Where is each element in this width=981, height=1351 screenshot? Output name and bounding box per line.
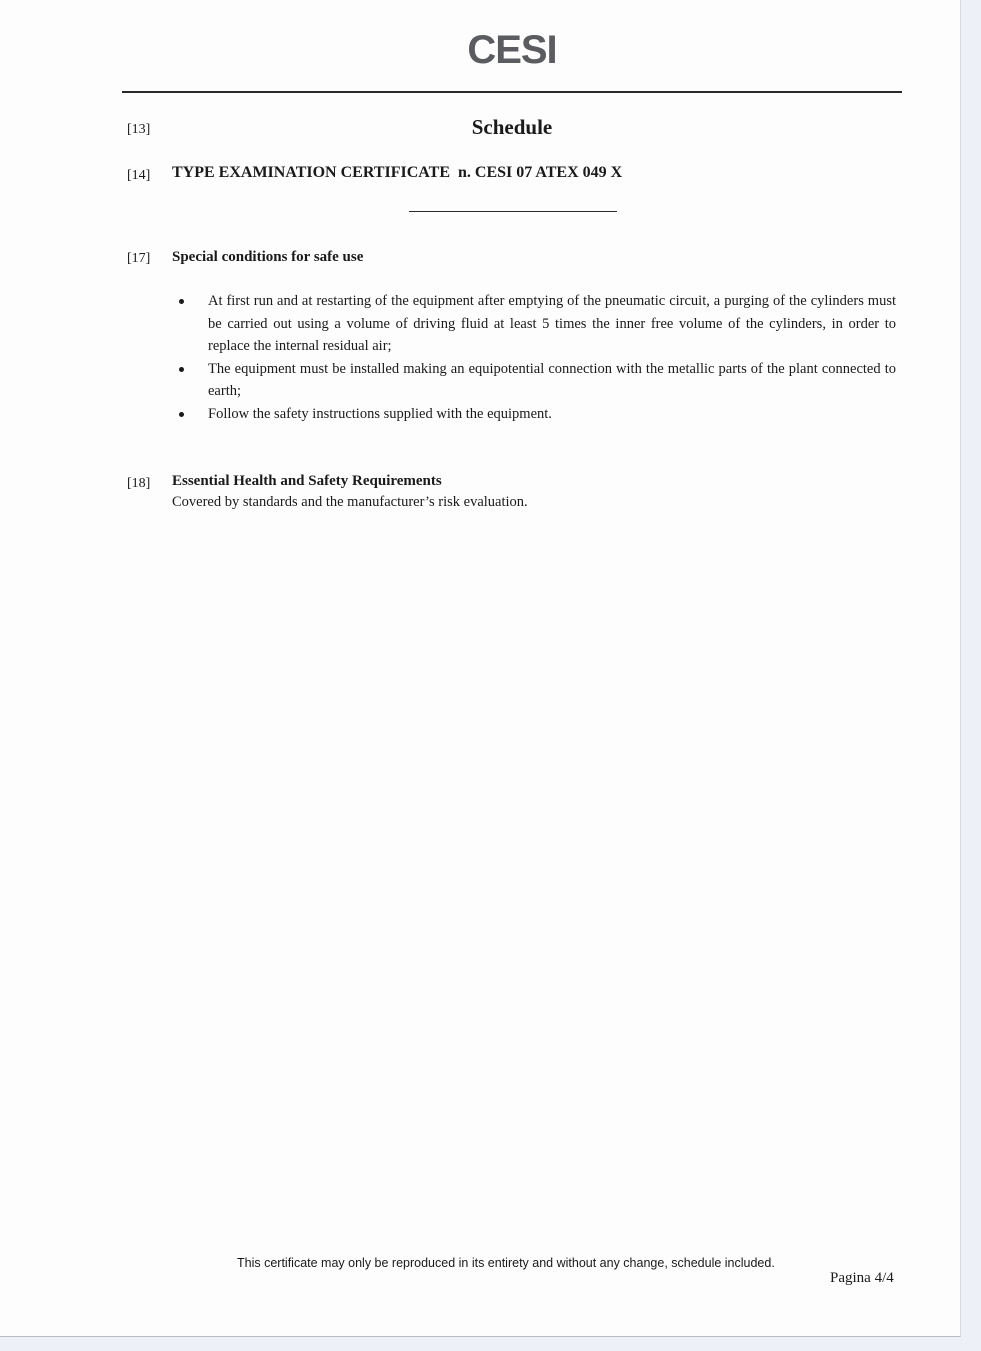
section-ref-17: [17] [127, 251, 151, 266]
safe-use-conditions-list [176, 290, 896, 425]
cesi-logo: CESI [467, 28, 557, 72]
section-ref-13: [13] [127, 122, 151, 137]
bullet-icon [179, 412, 184, 417]
bullet-icon [179, 299, 184, 304]
footer-note: This certificate may only be reproduced in its entirety and without any change, schedule included. [237, 1256, 775, 1270]
page-number: Pagina 4/4 [830, 1270, 894, 1286]
bullet-icon [179, 367, 184, 372]
section-18-heading: Essential Health and Safety Requirements [172, 473, 442, 489]
title-divider [409, 211, 617, 212]
section-ref-14: [14] [127, 168, 151, 183]
section-18-text: Covered by standards and the manufacturer’s risk evaluation. [172, 494, 528, 510]
page-title: Schedule [471, 115, 553, 139]
list-item-text: Follow the safety instructions supplied with the equipment. [208, 405, 552, 422]
certificate-label: TYPE EXAMINATION CERTIFICATE [172, 164, 450, 181]
list-item [176, 403, 896, 426]
list-item-text: The equipment must be installed making an equipotential connection with the metallic parts of the plant connected to earth; [208, 360, 896, 399]
header-divider [122, 91, 902, 93]
list-item [176, 290, 896, 358]
list-item-text: At first run and at restarting of the equipment after emptying of the pneumatic circuit, a purging of the cylinders must be carried out using a volume of driving fluid at least 5 times the inner free volume of the cylinders, in order to replace the internal residual air; [208, 293, 896, 354]
section-17-heading: Special conditions for safe use [172, 249, 364, 265]
list-item [176, 358, 896, 403]
section-ref-18: [18] [127, 476, 151, 491]
certificate-number: n. CESI 07 ATEX 049 X [457, 164, 623, 181]
certificate-title [172, 164, 622, 182]
